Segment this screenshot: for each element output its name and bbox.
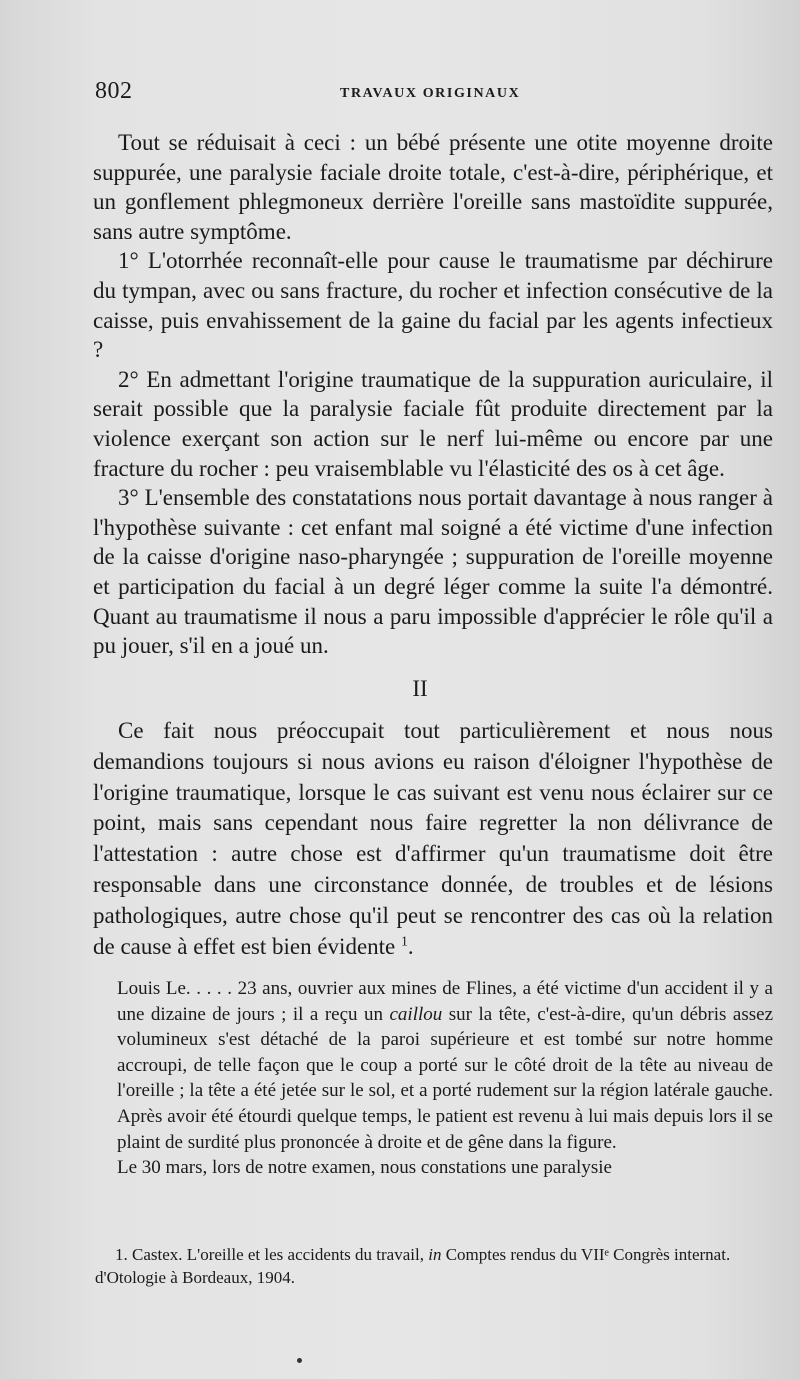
- paragraph: 1° L'otorrhée reconnaît-elle pour cause le traumatisme par déchirure du tympan, avec ou sans fracture, du rocher et infection consécutive de la caisse, puis envahissement de la gaine du facial par les agents infectieux ?: [93, 248, 773, 363]
- case-paragraph: Le 30 mars, lors de notre examen, nous constations une paralysie: [117, 1157, 612, 1179]
- paragraph: 2° En admettant l'origine traumatique de la suppuration auriculaire, il serait possible que la paralysie faciale fût produite directement par la violence exerçant son action sur le nerf lui-même ou encore par une fracture du rocher : peu vraisemblable vu l'élasticité des os à cet âge.: [93, 366, 773, 481]
- ink-speck: [297, 1358, 302, 1363]
- footnote-end: Comptes rendus du VIIᵉ Congrès internat. d'Otologie à Bordeaux, 1904.: [95, 1245, 731, 1287]
- paragraph: Tout se réduisait à ceci : un bébé présente une otite moyenne droite suppurée, une paralysie faciale droite totale, c'est-à-dire, périphérique, et un gonflement phlegmoneux derrière l'oreille sans mastoïdite suppurée, sans autre symptôme.: [93, 130, 773, 244]
- case-italic: caillou: [389, 1003, 443, 1025]
- case-text-end: sur la tête, c'est-à-dire, qu'un débris assez volumineux s'est détaché de la paroi supérieure et est tombé sur notre homme accroupi, de telle façon que le coup a porté sur le côté droit de la tête au niveau de l'oreille ; la tête a été jetée sur le sol, et a porté rudement sur la région latérale gauche. Après avoir été étourdi quelque temps, le patient est revenu à lui mais depuis lors il se plaint de surdité plus prononcée à droite et de gêne dans la figure.: [117, 1003, 773, 1153]
- case-paragraph: [117, 976, 773, 1155]
- footnote-start: 1. Castex. L'oreille et les accidents du travail,: [115, 1245, 429, 1264]
- footnote-text: [95, 1244, 773, 1289]
- footnote-marker: 1: [401, 932, 408, 948]
- paragraph: 3° L'ensemble des constatations nous portait davantage à nous ranger à l'hypothèse suivante : cet enfant mal soigné a été victime d'une infection de la caisse d'origine naso-pharyngée ; suppuration de l'oreille moyenne et participation du facial à un degré léger comme la suite l'a démontré. Quant au traumatisme il nous a paru impossible d'apprécier le rôle qu'il a pu jouer, s'il en a joué un.: [93, 485, 773, 659]
- paragraph: [93, 716, 773, 962]
- running-head: TRAVAUX ORIGINAUX: [340, 86, 521, 101]
- case-text: Louis Le. . . . . 23 ans, ouvrier aux mines de Flines, a été victime d'un accident il y a une dizaine de jours ; il a reçu un: [117, 978, 773, 1025]
- section-heading: II: [412, 676, 428, 701]
- footnote: [95, 1244, 773, 1289]
- main-text: [93, 128, 773, 661]
- paragraph-end: .: [407, 933, 414, 959]
- section-text: [93, 716, 773, 962]
- footnote-italic: in: [428, 1245, 442, 1264]
- page-number: 802: [95, 78, 133, 104]
- case-report: [117, 976, 773, 1181]
- paragraph-text: Ce fait nous préoccupait tout particulièrement et nous nous demandions toujours si nous avions eu raison d'éloigner l'hypothèse de l'origine traumatique, lorsque le cas suivant est venu nous éclairer sur ce point, mais sans cependant nous faire regretter la non délivrance de l'attestation : autre chose est d'affirmer qu'un traumatisme doit être responsable dans une circonstance donnée, de troubles et de lésions pathologiques, autre chose qu'il peut se rencontrer des cas où la relation de cause à effet est bien évidente: [93, 718, 773, 959]
- page-header: [95, 78, 775, 110]
